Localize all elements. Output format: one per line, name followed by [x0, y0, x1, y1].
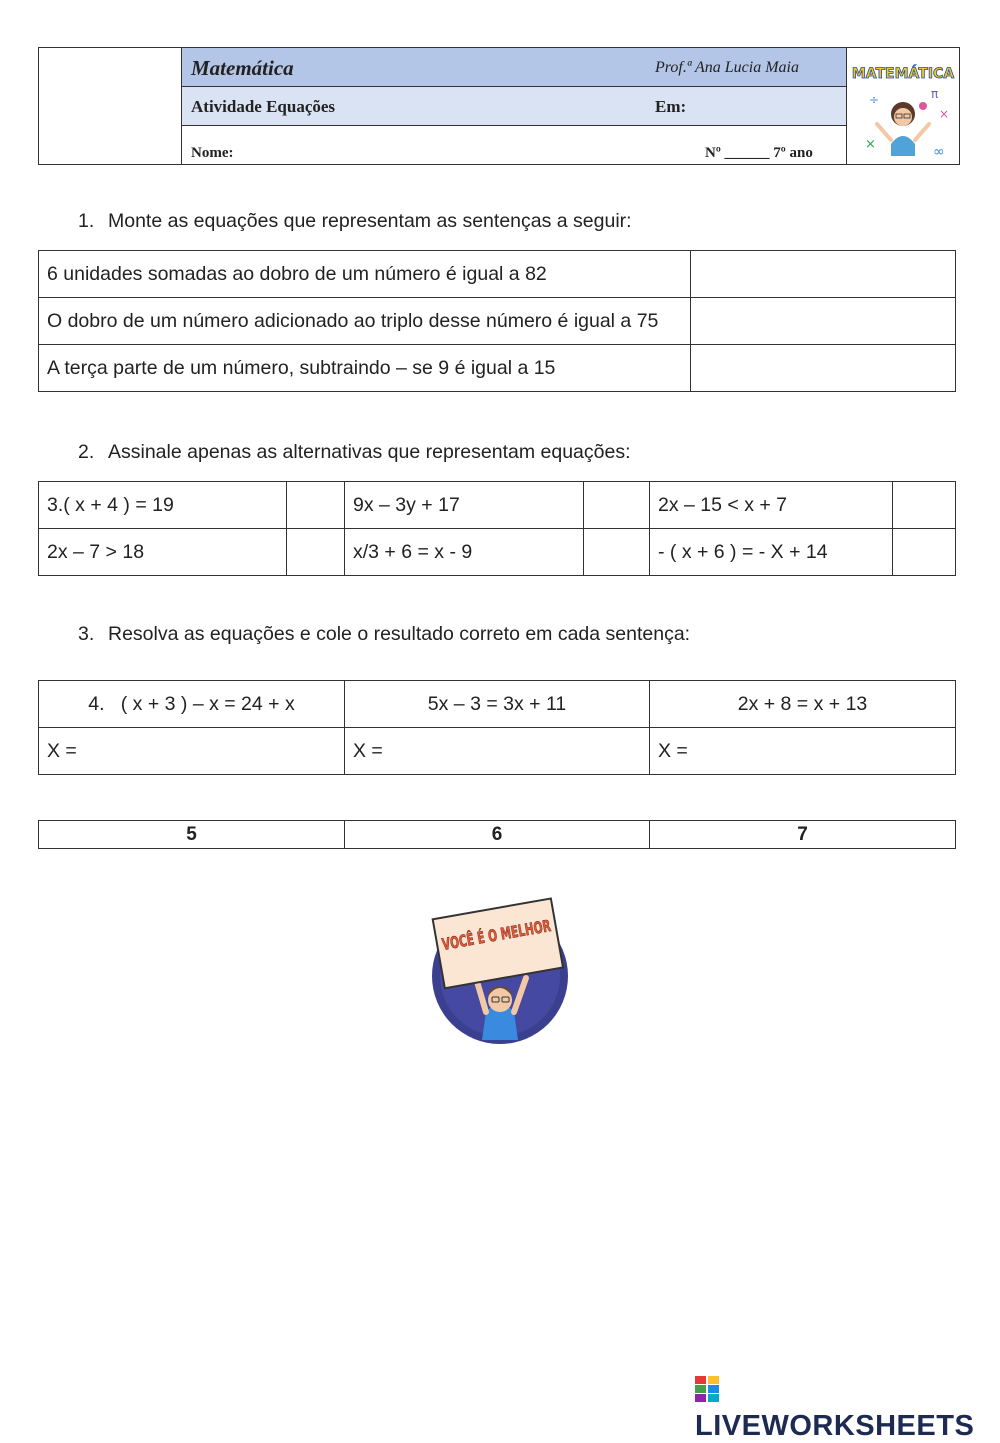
svg-text:×: ×	[939, 107, 950, 121]
question-3-table	[38, 680, 956, 775]
checkbox-cell[interactable]	[893, 529, 956, 576]
expression-cell: 9x – 3y + 17	[345, 482, 584, 529]
checkbox-cell[interactable]	[584, 529, 650, 576]
result-drop-field[interactable]: X =	[345, 728, 650, 775]
equation-answer-field[interactable]	[691, 345, 956, 392]
table-row	[39, 298, 956, 345]
date-label: Em:	[655, 97, 687, 116]
expression-cell: 2x – 15 < x + 7	[650, 482, 893, 529]
draggable-answer-option[interactable]: 6	[345, 821, 650, 849]
question-3-text: Resolva as equações e cole o resultado correto em cada sentença:	[108, 623, 691, 645]
name-label: Nome:	[191, 145, 234, 161]
activity-title: Atividade Equações	[191, 97, 336, 116]
checkbox-cell[interactable]	[287, 482, 345, 529]
teacher-name: Prof.ª Ana Lucia Maia	[655, 59, 799, 76]
worksheet-header	[38, 47, 960, 165]
table-row	[39, 345, 956, 392]
question-1-table	[38, 250, 956, 392]
answer-options-table	[38, 820, 956, 849]
number-grade-label: Nº ______ 7º ano	[705, 145, 813, 161]
table-row	[39, 821, 956, 849]
svg-text:×: ×	[865, 137, 876, 152]
question-1-text: Monte as equações que representam as sentenças a seguir:	[108, 210, 632, 232]
liveworksheets-brand	[695, 1374, 1000, 1443]
checkbox-cell[interactable]	[893, 482, 956, 529]
liveworksheets-logo-icon	[695, 1376, 719, 1410]
sentence-cell: 6 unidades somadas ao dobro de um número é igual a 82	[39, 251, 691, 298]
svg-text:∞: ∞	[933, 144, 945, 160]
table-row	[39, 251, 956, 298]
equation-answer-field[interactable]	[691, 251, 956, 298]
math-teacher-logo	[846, 48, 960, 164]
svg-text:π: π	[931, 87, 939, 101]
math-avatar-illustration	[847, 48, 959, 164]
sign-text: VOCÊ É O MELHOR	[440, 906, 608, 954]
expression-cell: 2x – 7 > 18	[39, 529, 287, 576]
question-3-number: 3.	[78, 623, 95, 645]
sentence-cell: A terça parte de um número, subtraindo – se 9 é igual a 15	[39, 345, 691, 392]
table-row	[39, 529, 956, 576]
brand-text: LIVEWORKSHEETS	[695, 1410, 975, 1442]
checkbox-cell[interactable]	[584, 482, 650, 529]
equation-cell: 4. ( x + 3 ) – x = 24 + x	[39, 681, 345, 728]
question-3-title	[78, 623, 690, 646]
expression-cell: 3.( x + 4 ) = 19	[39, 482, 287, 529]
result-drop-field[interactable]: X =	[39, 728, 345, 775]
equation-answer-field[interactable]	[691, 298, 956, 345]
question-2-text: Assinale apenas as alternativas que representam equações:	[108, 441, 631, 463]
sentence-cell: O dobro de um número adicionado ao triplo desse número é igual a 75	[39, 298, 691, 345]
expression-cell: x/3 + 6 = x - 9	[345, 529, 584, 576]
equation-cell: 5x – 3 = 3x + 11	[345, 681, 650, 728]
question-2-table	[38, 481, 956, 576]
question-1-number: 1.	[78, 210, 95, 232]
draggable-answer-option[interactable]: 5	[39, 821, 345, 849]
table-row	[39, 681, 956, 728]
table-row	[39, 482, 956, 529]
header-activity-row	[182, 87, 846, 126]
subject-title: Matemática	[191, 56, 294, 80]
checkbox-cell[interactable]	[287, 529, 345, 576]
question-1-title	[78, 210, 632, 233]
question-2-number: 2.	[78, 441, 95, 463]
expression-cell: - ( x + 6 ) = - X + 14	[650, 529, 893, 576]
you-are-the-best-illustration	[428, 900, 608, 1045]
header-name-row	[182, 126, 846, 164]
question-2-title	[78, 441, 631, 464]
draggable-answer-option[interactable]: 7	[650, 821, 956, 849]
table-row	[39, 728, 956, 775]
header-blank-cell	[39, 48, 182, 164]
equation-cell: 2x + 8 = x + 13	[650, 681, 956, 728]
header-subject-row	[182, 48, 846, 87]
svg-text:÷: ÷	[869, 93, 880, 107]
result-drop-field[interactable]: X =	[650, 728, 956, 775]
logo-text: MATEMÁTICA	[851, 66, 955, 82]
motivation-sticker	[428, 900, 608, 1045]
